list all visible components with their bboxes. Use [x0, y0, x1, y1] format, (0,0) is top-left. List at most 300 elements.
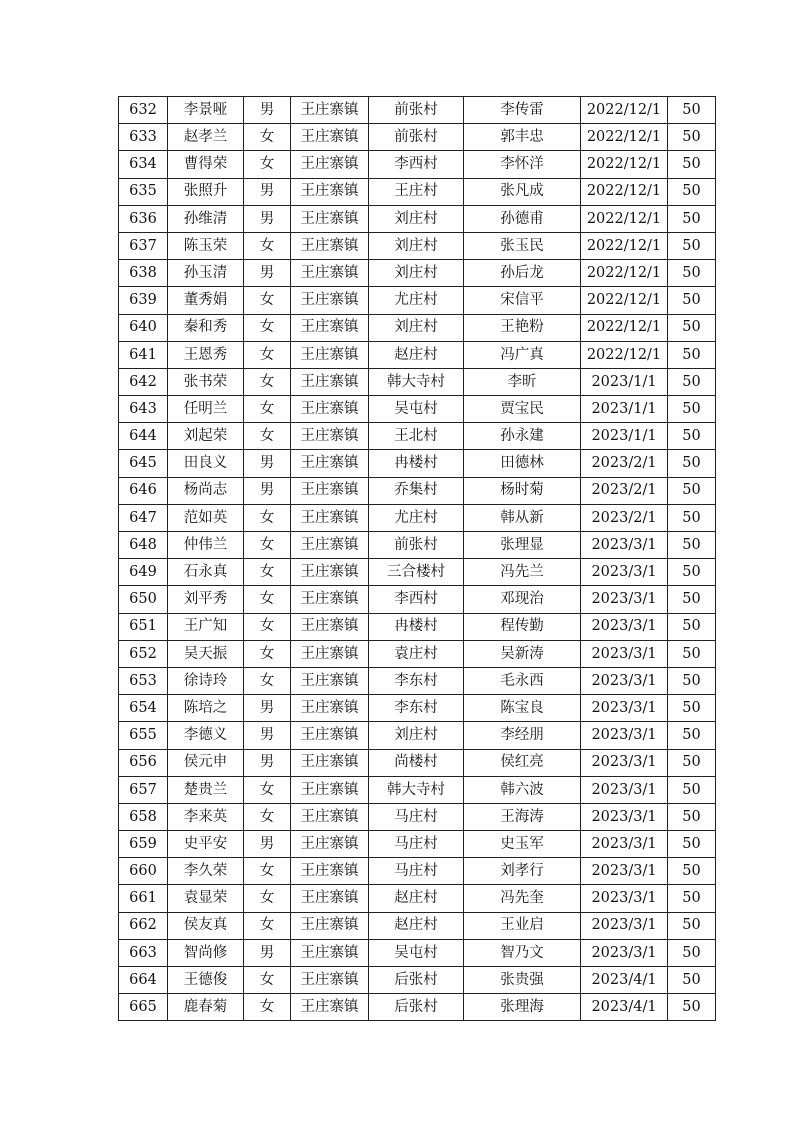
agent-cell: 孙后龙 — [464, 260, 581, 287]
town-cell: 王庄寨镇 — [291, 205, 369, 232]
record-id-cell: 659 — [119, 831, 168, 858]
amount-cell: 50 — [668, 667, 716, 694]
date-cell: 2023/3/1 — [581, 722, 668, 749]
agent-cell: 刘孝行 — [464, 858, 581, 885]
table-row — [119, 151, 716, 178]
agent-cell: 李怀洋 — [464, 151, 581, 178]
gender-cell: 女 — [244, 151, 291, 178]
date-cell: 2023/3/1 — [581, 559, 668, 586]
village-cell: 后张村 — [369, 994, 464, 1021]
amount-cell: 50 — [668, 232, 716, 259]
table-row — [119, 396, 716, 423]
record-id-cell: 644 — [119, 423, 168, 450]
record-id-cell: 648 — [119, 532, 168, 559]
date-cell: 2023/3/1 — [581, 831, 668, 858]
name-cell: 王恩秀 — [168, 341, 244, 368]
table-row — [119, 232, 716, 259]
record-id-cell: 650 — [119, 586, 168, 613]
name-cell: 史平安 — [168, 831, 244, 858]
town-cell: 王庄寨镇 — [291, 586, 369, 613]
gender-cell: 男 — [244, 178, 291, 205]
table-row — [119, 776, 716, 803]
town-cell: 王庄寨镇 — [291, 776, 369, 803]
town-cell: 王庄寨镇 — [291, 97, 369, 124]
agent-cell: 史玉军 — [464, 831, 581, 858]
agent-cell: 李经朋 — [464, 722, 581, 749]
table-row — [119, 368, 716, 395]
records-table — [118, 96, 716, 1021]
record-id-cell: 636 — [119, 205, 168, 232]
amount-cell: 50 — [668, 831, 716, 858]
date-cell: 2023/3/1 — [581, 613, 668, 640]
date-cell: 2023/2/1 — [581, 450, 668, 477]
record-id-cell: 655 — [119, 722, 168, 749]
table-row — [119, 994, 716, 1021]
table-row — [119, 205, 716, 232]
table-row — [119, 831, 716, 858]
village-cell: 刘庄村 — [369, 205, 464, 232]
record-id-cell: 661 — [119, 885, 168, 912]
agent-cell: 孙德甫 — [464, 205, 581, 232]
village-cell: 马庄村 — [369, 803, 464, 830]
gender-cell: 女 — [244, 504, 291, 531]
village-cell: 李东村 — [369, 695, 464, 722]
date-cell: 2023/3/1 — [581, 749, 668, 776]
agent-cell: 李传雷 — [464, 97, 581, 124]
date-cell: 2022/12/1 — [581, 287, 668, 314]
town-cell: 王庄寨镇 — [291, 667, 369, 694]
date-cell: 2022/12/1 — [581, 178, 668, 205]
town-cell: 王庄寨镇 — [291, 613, 369, 640]
village-cell: 王北村 — [369, 423, 464, 450]
table-row — [119, 423, 716, 450]
gender-cell: 男 — [244, 97, 291, 124]
town-cell: 王庄寨镇 — [291, 695, 369, 722]
record-id-cell: 662 — [119, 912, 168, 939]
gender-cell: 男 — [244, 695, 291, 722]
agent-cell: 宋信平 — [464, 287, 581, 314]
table-row — [119, 341, 716, 368]
amount-cell: 50 — [668, 396, 716, 423]
name-cell: 陈培之 — [168, 695, 244, 722]
date-cell: 2023/3/1 — [581, 532, 668, 559]
agent-cell: 王海涛 — [464, 803, 581, 830]
date-cell: 2023/2/1 — [581, 504, 668, 531]
date-cell: 2023/4/1 — [581, 967, 668, 994]
gender-cell: 女 — [244, 368, 291, 395]
agent-cell: 李昕 — [464, 368, 581, 395]
record-id-cell: 653 — [119, 667, 168, 694]
table-row — [119, 586, 716, 613]
name-cell: 杨尚志 — [168, 477, 244, 504]
town-cell: 王庄寨镇 — [291, 994, 369, 1021]
amount-cell: 50 — [668, 287, 716, 314]
village-cell: 赵庄村 — [369, 341, 464, 368]
date-cell: 2022/12/1 — [581, 97, 668, 124]
village-cell: 尤庄村 — [369, 287, 464, 314]
gender-cell: 女 — [244, 858, 291, 885]
town-cell: 王庄寨镇 — [291, 640, 369, 667]
amount-cell: 50 — [668, 178, 716, 205]
amount-cell: 50 — [668, 124, 716, 151]
record-id-cell: 640 — [119, 314, 168, 341]
date-cell: 2023/1/1 — [581, 396, 668, 423]
village-cell: 刘庄村 — [369, 722, 464, 749]
record-id-cell: 643 — [119, 396, 168, 423]
name-cell: 曹得荣 — [168, 151, 244, 178]
village-cell: 前张村 — [369, 124, 464, 151]
record-id-cell: 632 — [119, 97, 168, 124]
table-row — [119, 178, 716, 205]
table-row — [119, 124, 716, 151]
agent-cell: 杨时菊 — [464, 477, 581, 504]
table-row — [119, 858, 716, 885]
amount-cell: 50 — [668, 695, 716, 722]
table-row — [119, 695, 716, 722]
agent-cell: 王艳粉 — [464, 314, 581, 341]
table-row — [119, 885, 716, 912]
agent-cell: 张凡成 — [464, 178, 581, 205]
table-row — [119, 722, 716, 749]
amount-cell: 50 — [668, 477, 716, 504]
record-id-cell: 647 — [119, 504, 168, 531]
name-cell: 王广知 — [168, 613, 244, 640]
town-cell: 王庄寨镇 — [291, 532, 369, 559]
date-cell: 2022/12/1 — [581, 151, 668, 178]
town-cell: 王庄寨镇 — [291, 314, 369, 341]
amount-cell: 50 — [668, 532, 716, 559]
amount-cell: 50 — [668, 939, 716, 966]
village-cell: 马庄村 — [369, 831, 464, 858]
table-row — [119, 613, 716, 640]
record-id-cell: 645 — [119, 450, 168, 477]
name-cell: 李久荣 — [168, 858, 244, 885]
date-cell: 2023/2/1 — [581, 477, 668, 504]
record-id-cell: 654 — [119, 695, 168, 722]
agent-cell: 张理显 — [464, 532, 581, 559]
name-cell: 刘平秀 — [168, 586, 244, 613]
date-cell: 2023/3/1 — [581, 858, 668, 885]
record-id-cell: 663 — [119, 939, 168, 966]
date-cell: 2023/4/1 — [581, 994, 668, 1021]
town-cell: 王庄寨镇 — [291, 749, 369, 776]
table-row — [119, 314, 716, 341]
table-row — [119, 559, 716, 586]
agent-cell: 张玉民 — [464, 232, 581, 259]
gender-cell: 男 — [244, 831, 291, 858]
village-cell: 冉楼村 — [369, 613, 464, 640]
name-cell: 吴天振 — [168, 640, 244, 667]
amount-cell: 50 — [668, 885, 716, 912]
record-id-cell: 652 — [119, 640, 168, 667]
amount-cell: 50 — [668, 640, 716, 667]
name-cell: 侯元申 — [168, 749, 244, 776]
gender-cell: 女 — [244, 232, 291, 259]
record-id-cell: 664 — [119, 967, 168, 994]
name-cell: 刘起荣 — [168, 423, 244, 450]
name-cell: 范如英 — [168, 504, 244, 531]
table-row — [119, 749, 716, 776]
record-id-cell: 660 — [119, 858, 168, 885]
name-cell: 张书荣 — [168, 368, 244, 395]
amount-cell: 50 — [668, 994, 716, 1021]
record-id-cell: 637 — [119, 232, 168, 259]
village-cell: 袁庄村 — [369, 640, 464, 667]
town-cell: 王庄寨镇 — [291, 722, 369, 749]
village-cell: 后张村 — [369, 967, 464, 994]
village-cell: 三合楼村 — [369, 559, 464, 586]
table-row — [119, 640, 716, 667]
date-cell: 2023/1/1 — [581, 423, 668, 450]
town-cell: 王庄寨镇 — [291, 450, 369, 477]
table-row — [119, 260, 716, 287]
amount-cell: 50 — [668, 205, 716, 232]
amount-cell: 50 — [668, 423, 716, 450]
date-cell: 2023/3/1 — [581, 640, 668, 667]
gender-cell: 女 — [244, 532, 291, 559]
name-cell: 李来英 — [168, 803, 244, 830]
record-id-cell: 657 — [119, 776, 168, 803]
gender-cell: 女 — [244, 912, 291, 939]
date-cell: 2022/12/1 — [581, 232, 668, 259]
agent-cell: 吴新涛 — [464, 640, 581, 667]
amount-cell: 50 — [668, 368, 716, 395]
village-cell: 赵庄村 — [369, 885, 464, 912]
table-row — [119, 939, 716, 966]
table-row — [119, 912, 716, 939]
amount-cell: 50 — [668, 912, 716, 939]
gender-cell: 女 — [244, 640, 291, 667]
table-row — [119, 504, 716, 531]
gender-cell: 男 — [244, 450, 291, 477]
amount-cell: 50 — [668, 260, 716, 287]
record-id-cell: 665 — [119, 994, 168, 1021]
name-cell: 李德义 — [168, 722, 244, 749]
amount-cell: 50 — [668, 776, 716, 803]
date-cell: 2022/12/1 — [581, 341, 668, 368]
table-row — [119, 967, 716, 994]
date-cell: 2022/12/1 — [581, 314, 668, 341]
gender-cell: 女 — [244, 124, 291, 151]
amount-cell: 50 — [668, 858, 716, 885]
amount-cell: 50 — [668, 749, 716, 776]
name-cell: 孙玉清 — [168, 260, 244, 287]
record-id-cell: 635 — [119, 178, 168, 205]
table-row — [119, 532, 716, 559]
name-cell: 王德俊 — [168, 967, 244, 994]
town-cell: 王庄寨镇 — [291, 124, 369, 151]
agent-cell: 郭丰忠 — [464, 124, 581, 151]
amount-cell: 50 — [668, 341, 716, 368]
village-cell: 韩大寺村 — [369, 368, 464, 395]
gender-cell: 女 — [244, 341, 291, 368]
agent-cell: 毛永西 — [464, 667, 581, 694]
name-cell: 石永真 — [168, 559, 244, 586]
agent-cell: 智乃文 — [464, 939, 581, 966]
amount-cell: 50 — [668, 613, 716, 640]
name-cell: 鹿春菊 — [168, 994, 244, 1021]
date-cell: 2023/3/1 — [581, 695, 668, 722]
agent-cell: 韩六波 — [464, 776, 581, 803]
amount-cell: 50 — [668, 722, 716, 749]
village-cell: 刘庄村 — [369, 260, 464, 287]
gender-cell: 男 — [244, 205, 291, 232]
gender-cell: 女 — [244, 559, 291, 586]
name-cell: 侯友真 — [168, 912, 244, 939]
table-row — [119, 667, 716, 694]
town-cell: 王庄寨镇 — [291, 885, 369, 912]
date-cell: 2023/1/1 — [581, 368, 668, 395]
gender-cell: 男 — [244, 722, 291, 749]
village-cell: 李西村 — [369, 586, 464, 613]
town-cell: 王庄寨镇 — [291, 260, 369, 287]
amount-cell: 50 — [668, 559, 716, 586]
gender-cell: 女 — [244, 613, 291, 640]
village-cell: 马庄村 — [369, 858, 464, 885]
record-id-cell: 651 — [119, 613, 168, 640]
amount-cell: 50 — [668, 967, 716, 994]
name-cell: 徐诗玲 — [168, 667, 244, 694]
town-cell: 王庄寨镇 — [291, 396, 369, 423]
amount-cell: 50 — [668, 314, 716, 341]
date-cell: 2022/12/1 — [581, 260, 668, 287]
agent-cell: 孙永建 — [464, 423, 581, 450]
date-cell: 2022/12/1 — [581, 205, 668, 232]
gender-cell: 女 — [244, 667, 291, 694]
record-id-cell: 658 — [119, 803, 168, 830]
date-cell: 2023/3/1 — [581, 667, 668, 694]
agent-cell: 张贵强 — [464, 967, 581, 994]
town-cell: 王庄寨镇 — [291, 858, 369, 885]
date-cell: 2023/3/1 — [581, 776, 668, 803]
date-cell: 2023/3/1 — [581, 803, 668, 830]
amount-cell: 50 — [668, 803, 716, 830]
name-cell: 孙维清 — [168, 205, 244, 232]
agent-cell: 邓现治 — [464, 586, 581, 613]
agent-cell: 冯先奎 — [464, 885, 581, 912]
date-cell: 2023/3/1 — [581, 885, 668, 912]
record-id-cell: 633 — [119, 124, 168, 151]
town-cell: 王庄寨镇 — [291, 939, 369, 966]
town-cell: 王庄寨镇 — [291, 368, 369, 395]
agent-cell: 侯红亮 — [464, 749, 581, 776]
record-id-cell: 641 — [119, 341, 168, 368]
agent-cell: 田德林 — [464, 450, 581, 477]
gender-cell: 女 — [244, 314, 291, 341]
agent-cell: 程传勤 — [464, 613, 581, 640]
name-cell: 李景哑 — [168, 97, 244, 124]
record-id-cell: 642 — [119, 368, 168, 395]
gender-cell: 女 — [244, 776, 291, 803]
village-cell: 赵庄村 — [369, 912, 464, 939]
town-cell: 王庄寨镇 — [291, 912, 369, 939]
amount-cell: 50 — [668, 504, 716, 531]
table-row — [119, 803, 716, 830]
name-cell: 智尚修 — [168, 939, 244, 966]
town-cell: 王庄寨镇 — [291, 232, 369, 259]
date-cell: 2023/3/1 — [581, 586, 668, 613]
name-cell: 秦和秀 — [168, 314, 244, 341]
gender-cell: 女 — [244, 423, 291, 450]
amount-cell: 50 — [668, 450, 716, 477]
agent-cell: 韩从新 — [464, 504, 581, 531]
amount-cell: 50 — [668, 586, 716, 613]
town-cell: 王庄寨镇 — [291, 967, 369, 994]
gender-cell: 女 — [244, 885, 291, 912]
gender-cell: 男 — [244, 939, 291, 966]
gender-cell: 男 — [244, 749, 291, 776]
name-cell: 仲伟兰 — [168, 532, 244, 559]
gender-cell: 女 — [244, 396, 291, 423]
village-cell: 前张村 — [369, 97, 464, 124]
village-cell: 乔集村 — [369, 477, 464, 504]
record-id-cell: 638 — [119, 260, 168, 287]
village-cell: 尤庄村 — [369, 504, 464, 531]
town-cell: 王庄寨镇 — [291, 803, 369, 830]
agent-cell: 张理海 — [464, 994, 581, 1021]
agent-cell: 陈宝良 — [464, 695, 581, 722]
record-id-cell: 646 — [119, 477, 168, 504]
village-cell: 冉楼村 — [369, 450, 464, 477]
town-cell: 王庄寨镇 — [291, 151, 369, 178]
name-cell: 任明兰 — [168, 396, 244, 423]
gender-cell: 男 — [244, 260, 291, 287]
table-row — [119, 450, 716, 477]
record-id-cell: 649 — [119, 559, 168, 586]
name-cell: 袁显荣 — [168, 885, 244, 912]
town-cell: 王庄寨镇 — [291, 831, 369, 858]
village-cell: 前张村 — [369, 532, 464, 559]
name-cell: 陈玉荣 — [168, 232, 244, 259]
town-cell: 王庄寨镇 — [291, 341, 369, 368]
village-cell: 王庄村 — [369, 178, 464, 205]
agent-cell: 冯广真 — [464, 341, 581, 368]
town-cell: 王庄寨镇 — [291, 504, 369, 531]
town-cell: 王庄寨镇 — [291, 423, 369, 450]
records-body — [119, 97, 716, 1021]
town-cell: 王庄寨镇 — [291, 477, 369, 504]
record-id-cell: 639 — [119, 287, 168, 314]
name-cell: 赵孝兰 — [168, 124, 244, 151]
gender-cell: 女 — [244, 967, 291, 994]
agent-cell: 冯先兰 — [464, 559, 581, 586]
gender-cell: 女 — [244, 994, 291, 1021]
table-row — [119, 287, 716, 314]
village-cell: 尚楼村 — [369, 749, 464, 776]
village-cell: 李西村 — [369, 151, 464, 178]
village-cell: 刘庄村 — [369, 232, 464, 259]
agent-cell: 王业启 — [464, 912, 581, 939]
town-cell: 王庄寨镇 — [291, 178, 369, 205]
date-cell: 2023/3/1 — [581, 912, 668, 939]
record-id-cell: 656 — [119, 749, 168, 776]
gender-cell: 女 — [244, 287, 291, 314]
agent-cell: 贾宝民 — [464, 396, 581, 423]
village-cell: 吴屯村 — [369, 939, 464, 966]
village-cell: 刘庄村 — [369, 314, 464, 341]
town-cell: 王庄寨镇 — [291, 559, 369, 586]
name-cell: 田良义 — [168, 450, 244, 477]
name-cell: 张照升 — [168, 178, 244, 205]
village-cell: 吴屯村 — [369, 396, 464, 423]
table-row — [119, 97, 716, 124]
date-cell: 2023/3/1 — [581, 939, 668, 966]
name-cell: 楚贵兰 — [168, 776, 244, 803]
amount-cell: 50 — [668, 97, 716, 124]
village-cell: 韩大寺村 — [369, 776, 464, 803]
village-cell: 李东村 — [369, 667, 464, 694]
gender-cell: 女 — [244, 803, 291, 830]
